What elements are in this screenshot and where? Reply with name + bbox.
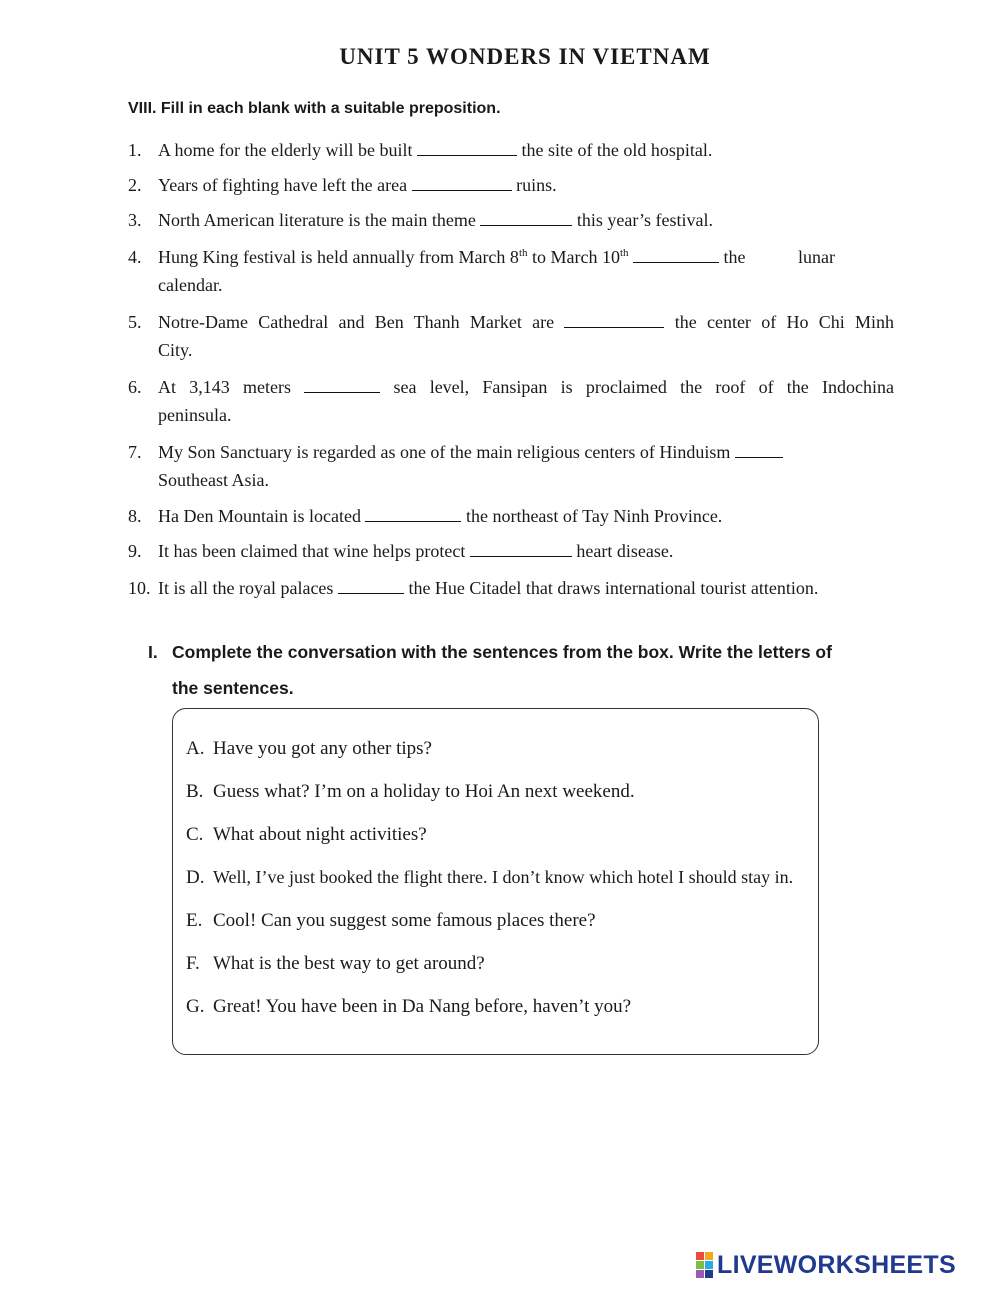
option-text: Guess what? I’m on a holiday to Hoi An next weekend. [213, 781, 635, 802]
item-text-before: A home for the elderly will be built [158, 140, 413, 160]
item-text-after: the Hue Citadel that draws international tourist attention. [408, 578, 819, 598]
option-letter: F. [186, 953, 200, 974]
item-number: 7. [128, 442, 142, 462]
logo-square [696, 1261, 704, 1269]
item-text-before: North American literature is the main theme [158, 210, 476, 230]
logo-square [696, 1252, 704, 1260]
option-letter: C. [186, 824, 204, 845]
option-text: What about night activities? [213, 824, 427, 845]
item-text-line2: peninsula. [158, 405, 232, 425]
option-letter: B. [186, 781, 204, 802]
brand-name: LIVEWORKSHEETS [717, 1250, 956, 1279]
ordinal-suffix: th [518, 247, 528, 259]
item-text-after: this year’s festival. [576, 210, 714, 230]
item-number: 3. [128, 210, 142, 230]
item-text-before: Years of fighting have left the area [158, 175, 408, 195]
item-number: 8. [128, 506, 142, 526]
option-text: Great! You have been in Da Nang before, haven’t you? [213, 996, 632, 1017]
section-viii-heading: VIII. Fill in each blank with a suitable preposition. [128, 100, 501, 117]
answer-blank[interactable] [417, 141, 517, 156]
item-text-after: ruins. [516, 175, 557, 195]
item-text-after: sea level, Fansipan is proclaimed the roof of the Indochina [393, 377, 895, 397]
item-number: 1. [128, 140, 142, 160]
logo-square [705, 1252, 713, 1260]
answer-blank[interactable] [365, 507, 461, 522]
item-number: 6. [128, 377, 142, 397]
logo-square [705, 1261, 713, 1269]
item-text-after: the site of the old hospital. [521, 140, 713, 160]
section-instruction: Complete the conversation with the sentences from the box. Write the letters of the sentences. [172, 642, 832, 698]
logo-square [705, 1270, 713, 1278]
item-number: 5. [128, 312, 142, 332]
answer-blank[interactable] [480, 211, 572, 226]
logo-mark-icon [696, 1252, 713, 1278]
option-letter: E. [186, 910, 203, 931]
item-text-before: Ha Den Mountain is located [158, 506, 361, 526]
item-text-after: the lunar [723, 247, 836, 267]
answer-blank[interactable] [412, 176, 512, 191]
answer-blank[interactable] [304, 378, 380, 393]
option-text: Cool! Can you suggest some famous places there? [213, 910, 596, 931]
item-text-before: Hung King festival is held annually from March 8 [158, 247, 519, 267]
item-number: 9. [128, 541, 142, 561]
item-text-line2: Southeast Asia. [158, 470, 269, 490]
item-text-after: the northeast of Tay Ninh Province. [465, 506, 723, 526]
answer-blank[interactable] [338, 579, 404, 594]
item-number: 2. [128, 175, 142, 195]
section-number: I. [148, 642, 158, 662]
option-letter: D. [186, 867, 205, 888]
answer-blank[interactable] [564, 313, 664, 328]
item-number: 4. [128, 247, 142, 267]
item-text-before: At 3,143 meters [158, 377, 291, 397]
liveworksheets-logo [696, 1250, 956, 1280]
item-text-mid: to March 10 [532, 247, 620, 267]
item-text-before: Notre-Dame Cathedral and Ben Thanh Market are [158, 312, 555, 332]
item-text-after: the center of Ho Chi Minh [674, 312, 895, 332]
answer-blank[interactable] [633, 248, 719, 263]
item-text-before: It is all the royal palaces [158, 578, 334, 598]
option-text: What is the best way to get around? [213, 953, 485, 974]
item-text-line2: calendar. [158, 275, 223, 295]
logo-square [696, 1270, 704, 1278]
item-text-line2: City. [158, 340, 193, 360]
option-text: Well, I’ve just booked the flight there. I don’t know which hotel I should stay in. [213, 867, 794, 887]
option-letter: A. [186, 738, 205, 759]
page-title: UNIT 5 WONDERS IN VIETNAM [339, 44, 711, 69]
item-text-after: heart disease. [576, 541, 674, 561]
item-text-before: It has been claimed that wine helps protect [158, 541, 466, 561]
option-text: Have you got any other tips? [213, 738, 432, 759]
option-letter: G. [186, 996, 205, 1017]
answer-blank[interactable] [735, 443, 783, 458]
item-text-before: My Son Sanctuary is regarded as one of the main religious centers of Hinduism [158, 442, 731, 462]
item-number: 10. [128, 578, 151, 598]
answer-blank[interactable] [470, 542, 572, 557]
ordinal-suffix: th [619, 247, 629, 259]
